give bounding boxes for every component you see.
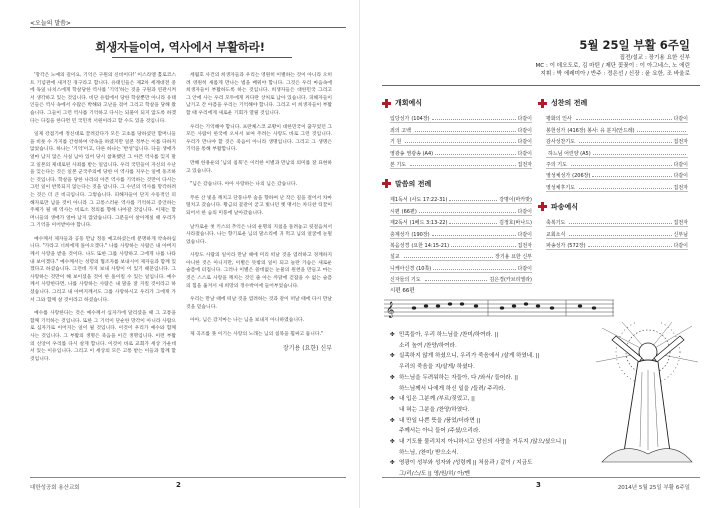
order-item-person: 다같이	[517, 139, 532, 146]
section-heading-label: 말씀의 전례	[395, 179, 432, 188]
order-item-name: 제2독서	[390, 220, 408, 227]
dotted-leader	[415, 131, 516, 132]
psalm-bullet-icon	[390, 384, 399, 395]
order-item-name: 입당성가	[390, 116, 410, 123]
top-rule	[30, 27, 346, 28]
order-column-right	[538, 96, 688, 250]
psalm-bullet-icon	[390, 341, 399, 352]
sermon-paragraph: 예수를 사랑한다는 것은 예수께서 십자가에 달리셨을 때 그 고통을 함께 기억하는 것입니다. 또한 그 기억이 단순한 망각이 아니라 사람으로 십자가로 이어지는 일이 될 것입니다. 이것이 우리가 예수와 함께 사는 것입니다. 그 부활의 생명은 죽음을 이긴 생명입니다. 이런 부활의 신앙이 우리를 다시 살게 합니다. 이것이 바로 교회가 세상 가운데 서 있는 이유입니다. 그리고 이 세상의 모든 고통 받는 이들과 함께 할 것입니다.	[30, 311, 176, 362]
psalm-line	[390, 373, 590, 384]
order-item-name: 신자들의 기도	[390, 277, 421, 284]
sermon-paragraph: "님은 갔습니다. 아아 사랑하는 나의 님은 갔습니다.	[190, 182, 298, 188]
dotted-leader	[593, 154, 686, 155]
officiant-line: 지휘 : 박 에레미아 / 반주 : 정은선 / 신장 : 윤 요한, 조 바울로	[540, 71, 690, 78]
section-heading	[538, 98, 688, 108]
order-item-name: 파송성가	[546, 242, 566, 249]
footer-org: 대한성공회 용산교회	[30, 485, 80, 491]
dotted-leader	[569, 223, 671, 224]
section-gap	[382, 169, 532, 177]
order-item-person: 집전자	[673, 220, 688, 227]
psalm-line-text: 하느님께서 나에게 하신 일을 /들려/ 주리라.	[399, 385, 506, 392]
order-row	[546, 227, 688, 238]
psalm-line-text: 실족하지 않게 하셨으니, 우리가 죽음에서 /살게 하였네. ||	[399, 353, 540, 360]
order-top-rule	[382, 85, 700, 86]
dotted-leader	[579, 142, 672, 143]
svg-text:𝄞: 𝄞	[386, 302, 395, 318]
order-row	[390, 273, 532, 284]
dotted-leader	[571, 165, 672, 166]
section-heading-label: 개회예식	[395, 99, 423, 107]
order-item-person: 신부님	[673, 231, 688, 238]
psalm-bullet-icon: ✤	[390, 417, 395, 424]
order-item-detail: 영광송 (A4)	[406, 150, 434, 157]
order-item-person: 집전자	[517, 161, 532, 168]
order-row	[390, 204, 532, 215]
psalm-bullet-icon: ✤	[390, 460, 395, 467]
psalm-line	[390, 384, 590, 395]
sermon-paragraph: 우리는 만날 때에 떠날 것을 염려하는 것과 같이 떠날 때에 다시 만날 것을 믿습니다.	[186, 297, 332, 310]
order-item-name: 영성체후기도	[546, 184, 575, 191]
dotted-leader	[588, 246, 672, 247]
psalm-line	[390, 330, 590, 341]
sermon-paragraph: '망각은 노예의 길이요, 기억은 구원의 신비이다!' 이스라엘 홀로코스트 기념관에 새겨진 경구라고 합니다. 유태인들은 제2차 세계대전 중에 독일 나치스에게 학살당한 역사를 '기억'하는 것을 구원과 연관시켜서 생각하고 있는 것입니다. 비단 유럽에서 당한 학살뿐만 아니라 유태인들은 역사 속에서 수많은 박해와 고난을 겪어 그리고 학살을 당해 왔습니다. 그들이 그런 역사를 기억하고 다시는 되풀이 되지 않도록 하겠다는 다짐을 한다면 민 국민적 서원이라고 할 수도 있을 것입니다.	[30, 73, 176, 124]
order-item-detail: (10쪽)	[416, 265, 432, 272]
dotted-leader	[449, 223, 497, 224]
sermon-title: 희생자들이여, 역사에서 부활하라!	[95, 40, 265, 54]
order-row	[390, 261, 532, 272]
order-column-left	[382, 96, 532, 284]
sermon-paragraph: 만해 한용운의 '님의 침묵'은 이러한 이별과 만남의 의미를 잘 표현하고 있습니다.	[186, 160, 332, 174]
order-row	[546, 158, 688, 169]
order-item-person: 장기용 요한 신부	[495, 254, 532, 261]
order-item-name: 시편	[390, 208, 400, 215]
order-item-detail: (사도 17:22-31)	[409, 197, 448, 204]
order-item-person: 강명이(마카밧)	[499, 197, 532, 204]
order-row	[546, 146, 688, 157]
order-item-person: 집전자	[673, 184, 688, 191]
dotted-leader	[405, 142, 515, 143]
risen-christ-illustration	[592, 322, 700, 472]
order-item-detail: (572장)	[567, 242, 586, 249]
psalm-bullet-icon: ✤	[390, 439, 395, 446]
order-item-person: 다같이	[517, 208, 532, 215]
order-item-name: 영광송	[390, 150, 405, 157]
section-heading-label: 파송예식	[551, 202, 579, 211]
psalm-line	[390, 448, 590, 459]
dotted-leader	[432, 235, 516, 236]
psalm-text	[390, 330, 590, 480]
order-item-detail: (104장)	[411, 116, 430, 123]
order-item-person: 다같이	[673, 242, 688, 249]
psalm-line-text: 소리 높여 /찬양/하여라.	[399, 342, 457, 349]
order-item-name: 층계성가	[390, 231, 410, 238]
psalm-bullet-icon	[390, 448, 399, 459]
order-item-detail: (1베드 3:13-22)	[409, 220, 448, 227]
dotted-leader	[433, 269, 515, 270]
order-row	[390, 250, 532, 261]
sermon-paragraph: 세월호 사건의 희생자들과 우리는 영원히 이별하는 것이 아니라 오히려 영원히 새롭게 만나는 법을 배워야 합니다. 그것은 우리 마음속에 희생자들이 부활하도록 하는 것입니다. 희생자들은 대한민국 그리고 그 안에 사는 우리 모두에게 커다란 상처로 남아 있습니다. 피해자들이 남기고 간 아픔을 우리는 기억해야 합니다. 그리고 이 희생자들이 부활할 때 우리에게 새로운 기회가 열릴 것입니다.	[186, 73, 332, 116]
order-item-detail: (요한 14:15-21)	[411, 242, 450, 249]
psalm-line	[390, 469, 590, 480]
order-item-name: 축복기도	[546, 220, 566, 227]
order-item-detail: 하느님 어린양 (A5)	[548, 150, 591, 157]
psalm-line-text: 내 만일 나쁜 뜻을 /품었/더라면 ||	[399, 417, 481, 424]
order-item-name: 설교	[390, 254, 400, 261]
psalm-bullet-icon: ✤	[390, 374, 395, 381]
hymn-label: 시편 66편	[390, 288, 415, 294]
dotted-leader	[449, 200, 497, 201]
order-row	[390, 112, 532, 123]
sermon-paragraph: 일제 강점기에 정신대로 끌려갔다가 모든 고초를 당하셨던 할머니들을 비롯 수 가지를 간청하여 약속을 하였지만 일본 정부는 이를 다하지 않았습니다. 하나는 '기억'이고, 다른 하나는 '반성'입니다. 다들 생애가 얼마 남지 않은 사실 남아 있어 당시 참혹했던 그 아픈 역사를 잊지 말고 일본의 제대로된 사죄를 받는 일입니다. 우리 국민들이 자신의 수난을 잊는다는 것은 일본 군국주의에 당한 이 역사를 지우는 일에 동조하는 것입니다. 학살을 당한 나라의 아픈 역사를 기억하는 것만이 다시는 그런 일이 반복되지 않는다는 것을 압니다. 그 수년의 역사를 망각하려는 것은 더 큰 비극입니다. 그렇습니다. 피해자들이 단지 수동적인 피해자로만 남을 것이 아니라 그 고통스러운 역사를 기억하고 증언하는 주체가 될 때 역사는 비로소 정의를 향해 나아갈 것입니다. 이제는 할머니들의 생애가 얼마 남지 않았습니다. 그분들이 살아계실 때 우리가 그 기억을 이어받아야 합니다.	[30, 132, 176, 229]
order-row	[546, 239, 688, 250]
sermon-paragraph: 우리는 기억해야 합니다. 프란체스코 교황이 대한민국이 꿈꾸었던 그 모든 사람이 한국에 오셔서 보여 주려는 사랑도 바로 그런 것입니다. 우리가 만나야 할 것은 죽음이 아니라 생명입니다. 그리고 그 생명은 기억을 통해 부활합니다.	[186, 124, 332, 153]
order-row	[546, 123, 688, 134]
dotted-leader	[576, 119, 672, 120]
order-item-person: 다같이	[673, 116, 688, 123]
order-item-name: 감사성찬기도	[546, 139, 575, 146]
psalm-line-text: 주께서는 아니 들어 /주셨/으리라.	[399, 428, 481, 435]
footer-date: 2014년 5월 25일 부활 6주일	[617, 485, 690, 491]
order-item-person: 다같이	[673, 173, 688, 180]
psalm-line-text: 그/리/스/도 || 영/원/히/ 아/멘	[399, 471, 470, 478]
order-row	[546, 135, 688, 146]
order-item-name: 기 원	[390, 139, 402, 146]
order-item-name: 봉헌성가	[546, 127, 566, 134]
psalm-line-text: 내 기도를 물리치지 아니하시고 당신의 사랑을 거두지 /않으/셨으니 ||	[399, 439, 567, 446]
order-item-person: 다같이	[517, 127, 532, 134]
psalm-line	[390, 405, 590, 416]
dotted-leader	[637, 131, 686, 132]
order-item-name: 제1독서	[390, 197, 408, 204]
dotted-leader	[451, 246, 515, 247]
music-score	[384, 294, 614, 324]
order-row	[546, 180, 688, 191]
psalm-line-text: 내 혀는 그분을 /찬양/하였다.	[399, 406, 470, 413]
sermon-paragraph: 제 곡조를 못 이기는 사랑의 노래는 님의 침묵을 휩싸고 돕니다."	[190, 332, 324, 338]
psalm-line	[390, 362, 590, 373]
psalm-bullet-icon: ✤	[390, 396, 395, 403]
order-item-person: 다같이	[517, 265, 532, 272]
sermon-paragraph: 푸른 산 빛을 깨치고 단풍나무 숲을 향하여 난 작은 길을 걸어서 차마 떨치고 갔습니다. 황금의 꽃같이 굳고 빛나던 옛 맹서는 차디찬 티끌이 되어서 한 숨의 미풍에 날아갔습니다.	[186, 195, 332, 216]
psalm-line	[390, 458, 590, 469]
sermon-paragraph: 날카로운 첫 키스의 추억은 나의 운명의 지침을 돌려놓고 뒷걸음쳐서 사라졌습니다. 나는 향기로운 님의 말소리에 귀 먹고 님의 얼굴에 눈멀었습니다.	[186, 224, 332, 245]
order-row	[390, 158, 532, 169]
sermon-paragraph: 사랑도 사람의 일이라 만날 때에 미리 떠날 것을 염려하고 경계하지 아니한 것은 아니지만, 이별은 뜻밖의 일이 되고 놀란 가슴은 새로운 슬픔에 터집니다. 그러나 이별은 쓸데없는 눈물의 원천을 만들고 마는 것은 스스로 사랑을 깨치는 것인 줄 아는 까닭에 걷잡을 수 없는 슬픔의 힘을 옮겨서 새 희망의 정수박이에 들어부었습니다.	[186, 253, 332, 289]
order-item-person: 다같이	[517, 231, 532, 238]
dotted-leader	[425, 280, 488, 281]
psalm-line-text: 민족들아, 우리 하느님을 /찬미/하여라. ||	[399, 332, 499, 338]
psalm-line-text: 하느님을 두려워하는 자들아, 다 /와서/ 들어라. ||	[399, 374, 519, 381]
sermon-signature: 장기용 (요한) 신부	[282, 344, 332, 352]
psalm-bullet-icon	[390, 362, 399, 373]
dotted-leader	[432, 119, 516, 120]
sermon-paragraph: 아아, 님은 갔지마는 나는 님을 보내지 아니하였습니다.	[190, 318, 305, 324]
order-item-person: 김정호(바나드)	[499, 220, 532, 227]
dotted-leader	[592, 176, 671, 177]
psalm-bullet-icon	[390, 426, 399, 437]
psalm-bullet-icon	[390, 469, 399, 480]
title-rule	[112, 57, 292, 58]
order-row	[390, 146, 532, 157]
psalm-bullet-icon: ✤	[390, 353, 395, 360]
officiant-line: MC : 이 데오도로, 김 마틴 / 제단 꽃꽂이 : 이 아그네스, 노 에린	[535, 63, 690, 70]
order-row	[390, 216, 532, 227]
cross-icon	[538, 202, 547, 211]
order-item-name: 본 기도	[390, 161, 407, 168]
order-item-name: 교회소식	[546, 231, 566, 238]
psalm-line-text: 하느님, /찬미/ 받으소서.	[399, 449, 459, 456]
order-row	[390, 239, 532, 250]
order-row	[390, 135, 532, 146]
order-row	[390, 227, 532, 238]
bottom-rule	[30, 477, 346, 478]
psalm-line	[390, 426, 590, 437]
psalm-line	[390, 341, 590, 352]
order-row	[546, 112, 688, 123]
cross-icon	[538, 99, 547, 108]
order-item-name: 주의 기도	[546, 161, 567, 168]
page-number-right: 3	[536, 481, 541, 489]
sermon-column-1	[30, 72, 176, 462]
order-item-name: 니케아신경	[390, 265, 415, 272]
officiants-block	[535, 54, 690, 79]
officiant-line: 집전/설교 : 장기용 요한 신부	[619, 55, 690, 61]
dotted-leader	[569, 235, 671, 236]
bottom-rule-right	[382, 477, 700, 478]
section-heading	[538, 202, 688, 212]
section-heading-label: 성찬의 전례	[551, 99, 588, 107]
order-item-name: 복음성경	[390, 242, 410, 249]
order-item-name: 영성체성가	[546, 173, 571, 180]
psalm-line	[390, 351, 590, 362]
sermon-column-2	[186, 72, 332, 462]
section-heading	[382, 98, 532, 108]
dotted-leader	[435, 154, 515, 155]
order-item-detail: (206장)	[572, 173, 591, 180]
order-item-person: 집전자	[517, 242, 532, 249]
psalm-line	[390, 416, 590, 427]
order-item-name: 죄의 고백	[390, 127, 411, 134]
order-item-detail: (190장)	[411, 231, 430, 238]
psalm-line-text: 내 입은 그분께 /부르/짖었고, ||	[399, 396, 475, 403]
cross-icon	[382, 179, 391, 188]
psalm-line-text: 우리의 죽음을 지/살게/ 하셨다.	[399, 364, 475, 371]
dotted-leader	[419, 212, 516, 213]
service-date-title: 5월 25일 부활 6주일	[579, 38, 690, 52]
cross-icon	[382, 99, 391, 108]
order-row	[390, 123, 532, 134]
dotted-leader	[410, 165, 515, 166]
order-item-person: 다같이	[673, 161, 688, 168]
psalm-line	[390, 437, 590, 448]
section-heading	[382, 179, 532, 189]
order-item-person: 집전자	[673, 139, 688, 146]
order-item-detail: (66편)	[401, 208, 417, 215]
order-item-person: 다같이	[517, 150, 532, 157]
header-label: <오늘의 말씀>	[30, 20, 71, 27]
psalm-line	[390, 394, 590, 405]
right-page	[360, 0, 720, 508]
psalm-bullet-icon	[390, 405, 399, 416]
dotted-leader	[579, 188, 672, 189]
order-item-person: 다같이	[517, 116, 532, 123]
dotted-leader	[404, 257, 493, 258]
sermon-paragraph: 예수께서 제자들과 공동 만남 정동 예고하셨는데 분명하게 약속하십니다. "가라고 너희에게 돌아오겠다." 나를 사랑하는 사람은 내 아버지께서 사랑을 받을 것이다. 나도 또한 그를 사랑하고 그에게 나를 나타내 보이겠다." 예수께서는 성령의 협조자를 보내시어 제자들과 함께 있겠다고 하셨습니다. 그런데 가지 보내 사랑이 이 있기 때문입니다. 그 사랑하는 것만이 해 보이셨을 것이 한 돌이킬 수 있는 일입니다. 예수께서 사랑한다면, 나를 사랑하는 사람은 내 말을 잘 지킬 것이라고 하셨습니다. 그리고 내 아버지께서도 그를 사랑하시고 우리가 그에게 가서 그와 함께 살 것이라고 하셨습니다.	[30, 236, 176, 303]
psalm-bullet-icon: ✤	[390, 332, 395, 338]
psalm-line-text: 영광이 성부와 성자와 /성령께 || 처음과 / 같이 / 지금도	[399, 460, 533, 467]
order-item-name: 평화의 인사	[546, 116, 572, 123]
order-item-person: 김은경(카브리엘라)	[489, 277, 532, 284]
order-row	[390, 193, 532, 204]
order-row	[546, 169, 688, 180]
order-item-detail: (416장) 봉사: 유 분지(안드레)	[567, 127, 635, 134]
section-gap	[538, 192, 688, 200]
page-number-left: 2	[176, 481, 181, 489]
order-row	[546, 216, 688, 227]
